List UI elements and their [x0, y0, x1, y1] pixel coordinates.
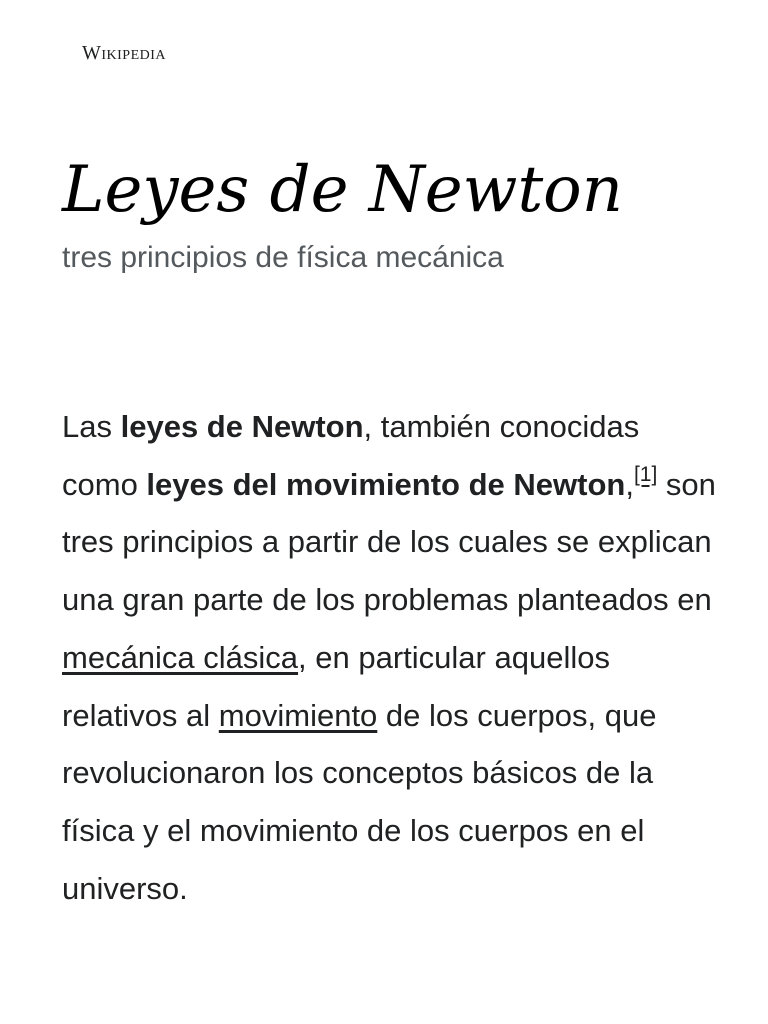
lead-text: , en particular aquellos relativos al: [62, 639, 610, 733]
link-mecanica-clasica[interactable]: mecánica clásica: [62, 639, 299, 675]
lead-paragraph: [62, 398, 722, 917]
lead-text: son tres principios a partir de los cuales se explican una gran parte de los problemas planteados en: [62, 466, 716, 618]
lead-text: Las: [62, 409, 121, 444]
lead-text: , también conocidas como: [62, 409, 640, 502]
lead-text: de los cuerpos, que revolucionaron los conceptos básicos de la física y el movimiento de los cuerpos en el universo.: [62, 697, 657, 906]
link-movimiento[interactable]: movimiento: [218, 697, 378, 733]
lead-bold-term: leyes del movimiento de Newton: [146, 466, 626, 502]
lead-text: ,: [625, 466, 634, 502]
reference-link[interactable]: [1]: [633, 462, 658, 486]
page-subtitle: tres principios de física mecánica: [62, 241, 504, 274]
wikipedia-logo[interactable]: Wikipedia: [82, 42, 167, 64]
reference-1: [634, 463, 657, 486]
lead-bold-term: leyes de Newton: [120, 409, 364, 444]
page-title: Leyes de Newton: [62, 153, 623, 227]
